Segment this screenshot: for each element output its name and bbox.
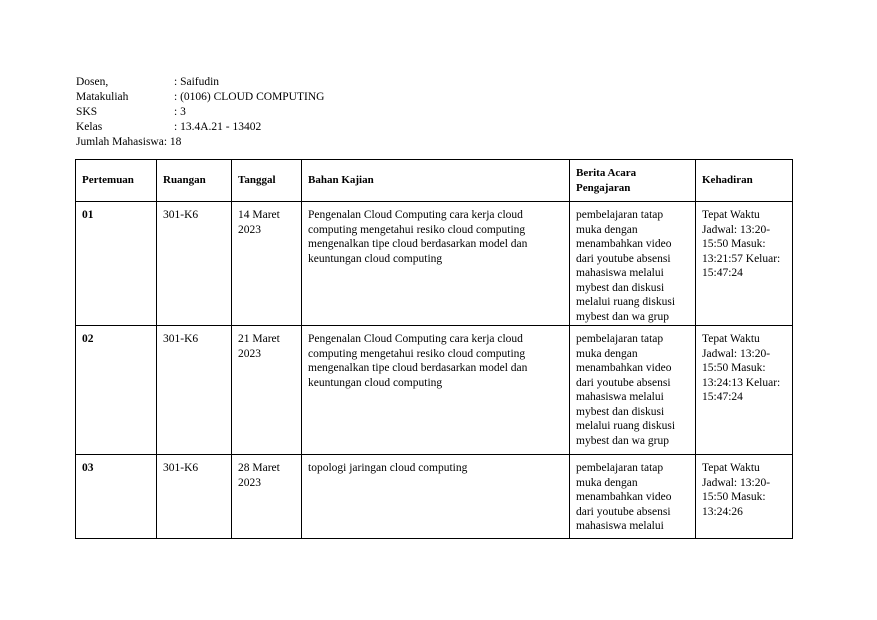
cell-topic: Pengenalan Cloud Computing cara kerja cloud computing mengetahui resiko cloud computing mengenalkan tipe cloud berdasarkan model dan keuntungan cloud computing bbox=[302, 202, 570, 326]
info-label: Matakuliah bbox=[76, 91, 129, 103]
info-value: : Saifudin bbox=[174, 76, 220, 88]
info-row-lecturer bbox=[76, 75, 324, 90]
info-row-student-count bbox=[76, 135, 324, 150]
cell-meeting bbox=[76, 455, 157, 539]
cell-report: pembelajaran tatap muka dengan menambahkan video dari youtube absensi mahasiswa melalui mybest dan diskusi melalui ruang diskusi mybest dan wa grup bbox=[570, 326, 696, 455]
attendance-table bbox=[75, 159, 793, 539]
table-row bbox=[76, 326, 793, 455]
header-meeting: Pertemuan bbox=[76, 160, 157, 202]
info-value: : 13.4A.21 - 13402 bbox=[174, 121, 262, 133]
cell-text: topologi jaringan cloud computing bbox=[308, 462, 468, 474]
cell-date: 14 Maret 2023 bbox=[232, 202, 302, 326]
cell-room: 301-K6 bbox=[157, 202, 232, 326]
info-value: : 18 bbox=[163, 136, 182, 148]
info-row-class bbox=[76, 120, 324, 135]
cell-topic bbox=[302, 455, 570, 539]
table-row bbox=[76, 455, 793, 539]
header-topic: Bahan Kajian bbox=[302, 160, 570, 202]
info-row-credits bbox=[76, 105, 324, 120]
cell-meeting: 01 bbox=[76, 202, 157, 326]
info-label: SKS bbox=[76, 106, 98, 118]
info-label: Jumlah Mahasiswa bbox=[76, 136, 164, 148]
cell-attendance: Tepat Waktu Jadwal: 13:20-15:50 Masuk: 13:24:13 Keluar: 15:47:24 bbox=[696, 326, 793, 455]
cell-topic: Pengenalan Cloud Computing cara kerja cloud computing mengetahui resiko cloud computing mengenalkan tipe cloud berdasarkan model dan keuntungan cloud computing bbox=[302, 326, 570, 455]
header-attendance: Kehadiran bbox=[696, 160, 793, 202]
header-report: Berita Acara Pengajaran bbox=[570, 160, 696, 202]
table-header-row bbox=[76, 160, 793, 202]
cell-attendance bbox=[696, 455, 793, 539]
info-label: Dosen, bbox=[76, 76, 109, 88]
course-info bbox=[76, 75, 324, 150]
cell-text: pembelajaran tatap muka dengan menambahkan video dari youtube absensi mahasiswa melalui bbox=[576, 462, 672, 532]
header-room: Ruangan bbox=[157, 160, 232, 202]
cell-meeting: 02 bbox=[76, 326, 157, 455]
cell-report bbox=[570, 455, 696, 539]
cell-text: 301-K6 bbox=[163, 462, 199, 474]
cell-room bbox=[157, 455, 232, 539]
info-label: Kelas bbox=[76, 121, 103, 133]
cell-report: pembelajaran tatap muka dengan menambahkan video dari youtube absensi mahasiswa melalui mybest dan diskusi melalui ruang diskusi mybest dan wa grup bbox=[570, 202, 696, 326]
cell-text: 28 Maret 2023 bbox=[238, 462, 280, 489]
cell-attendance: Tepat Waktu Jadwal: 13:20-15:50 Masuk: 13:21:57 Keluar: 15:47:24 bbox=[696, 202, 793, 326]
info-value: : 3 bbox=[174, 106, 186, 118]
cell-text: Tepat Waktu Jadwal: 13:20-15:50 Masuk: 13:24:26 bbox=[702, 462, 771, 518]
table-row bbox=[76, 202, 793, 326]
cell-date: 21 Maret 2023 bbox=[232, 326, 302, 455]
cell-date bbox=[232, 455, 302, 539]
cell-room: 301-K6 bbox=[157, 326, 232, 455]
info-row-course bbox=[76, 90, 324, 105]
cell-text: 03 bbox=[82, 462, 94, 474]
info-value: : (0106) CLOUD COMPUTING bbox=[174, 91, 325, 103]
header-date: Tanggal bbox=[232, 160, 302, 202]
